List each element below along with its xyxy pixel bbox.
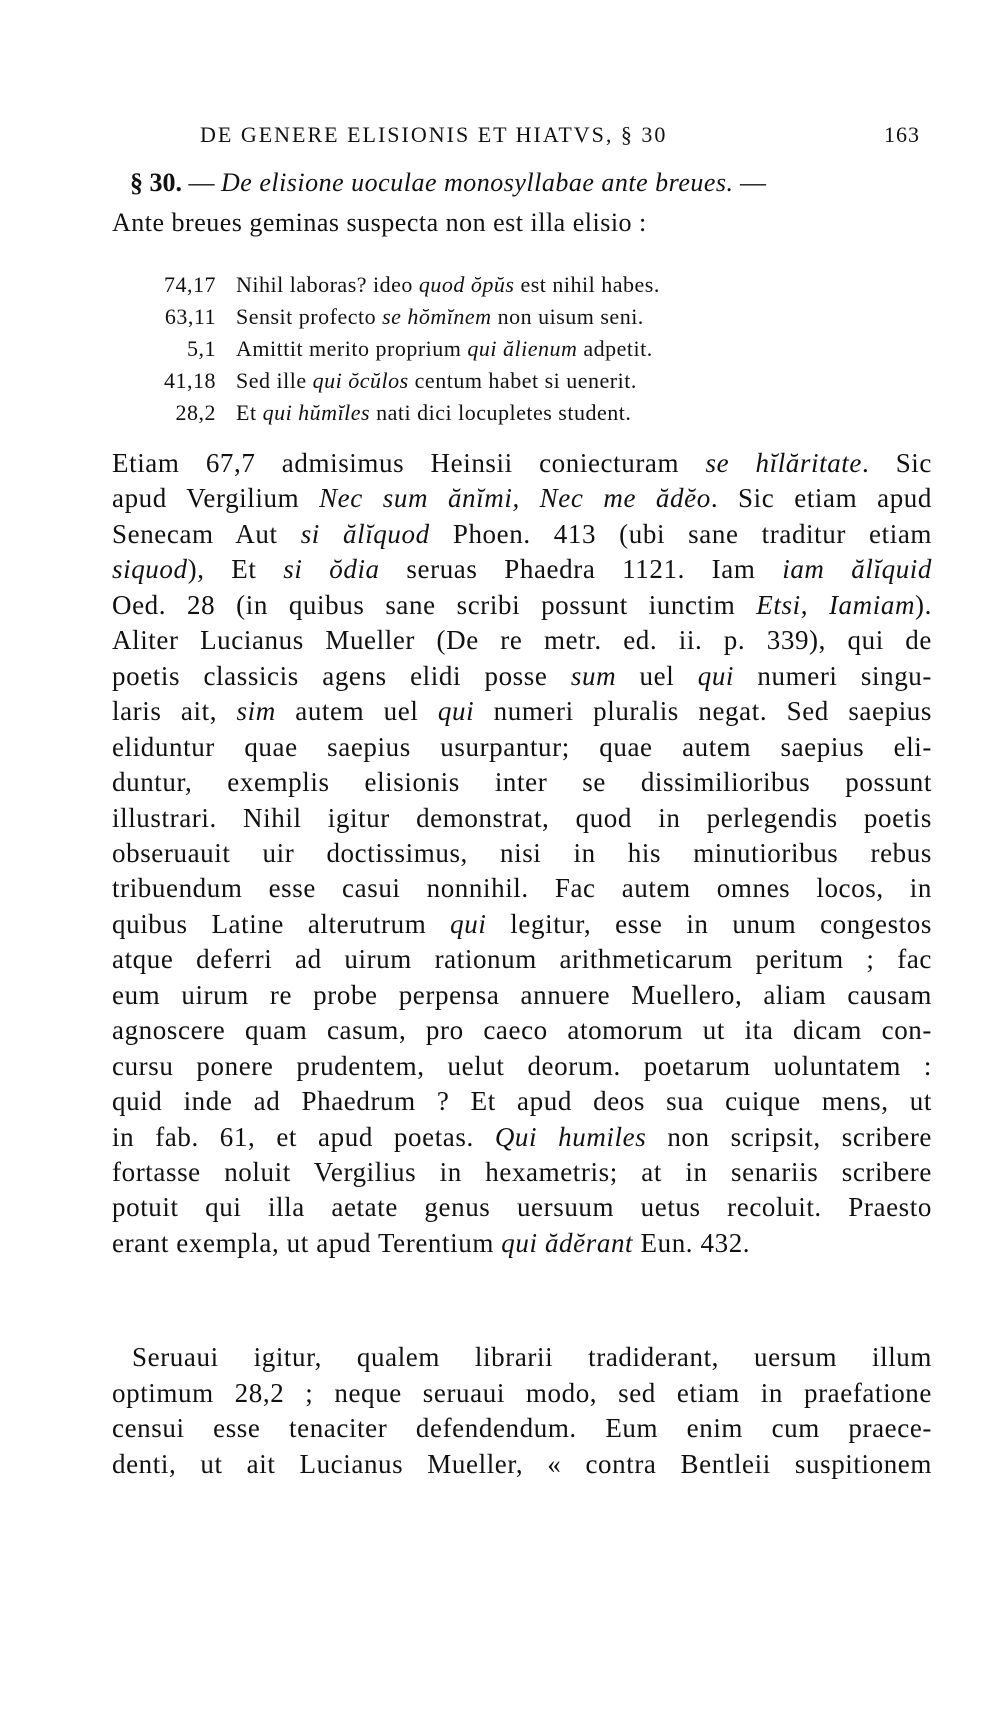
section-dash: —	[733, 168, 767, 197]
text-line	[112, 1084, 932, 1118]
text-segment: eliduntur quae saepius usurpantur; quae autem saepius eli-	[112, 731, 932, 762]
text-line	[112, 1190, 932, 1224]
verse-italic-segment: qui ŏcŭlos	[312, 368, 409, 393]
text-segment: Senecam Aut	[112, 518, 301, 549]
text-segment: erant exempla, ut apud Terentium	[112, 1227, 502, 1258]
text-segment: eum uirum re probe perpensa annuere Muellero, aliam causam	[112, 979, 932, 1010]
text-line	[112, 552, 932, 586]
verse-reference: 74,17	[164, 272, 216, 297]
italic-segment: qui	[697, 660, 735, 691]
text-segment: laris ait,	[112, 696, 237, 727]
verse-reference: 5,1	[187, 336, 216, 361]
italic-segment: Etsi, Iamiam	[756, 589, 916, 620]
text-line	[112, 1411, 932, 1445]
text-segment: fortasse noluit Vergilius in hexametris; at in senariis scribere	[112, 1157, 932, 1187]
text-segment: denti, ut ait Lucianus Mueller, « contra Bentleii suspitionem	[112, 1448, 932, 1479]
italic-segment: se hĭlăritate	[705, 448, 862, 478]
text-segment: optimum 28,2 ; neque seruaui modo, sed etiam in praefatione	[112, 1377, 932, 1408]
text-line	[112, 446, 932, 480]
text-line	[112, 1155, 932, 1189]
text-segment: Seruaui igitur, qualem librarii tradiderant, uersum illum	[132, 1342, 932, 1372]
text-segment: in fab. 61, et apud poetas.	[112, 1121, 495, 1152]
italic-segment: siquod	[112, 554, 188, 585]
verse-text-segment: Sensit profecto	[236, 304, 383, 329]
italic-segment: si ŏdia	[283, 554, 380, 585]
text-line	[132, 1340, 932, 1374]
text-line	[112, 1049, 932, 1083]
text-line	[112, 1376, 932, 1410]
verse-italic-segment: quod ŏpŭs	[418, 272, 515, 297]
italic-segment: sum	[570, 660, 617, 691]
text-segment: numeri singu-	[734, 660, 932, 691]
text-segment: ), Et	[187, 554, 284, 585]
text-line	[112, 1120, 932, 1154]
text-segment: potuit qui illa aetate genus uersuum uetus recoluit. Praesto	[112, 1192, 932, 1223]
verse-text-segment: Sed ille	[236, 368, 313, 393]
italic-segment: qui	[450, 908, 487, 939]
text-line	[112, 1447, 932, 1481]
page-number: 163	[884, 122, 920, 147]
italic-segment: Qui humiles	[494, 1121, 647, 1152]
text-line	[112, 978, 932, 1012]
verse-italic-segment: se hŏmĭnem	[382, 304, 492, 329]
text-segment: poetis classicis agens elidi posse	[112, 660, 571, 691]
italic-segment: Nec sum ănĭmi, Nec me ădĕo	[319, 483, 711, 514]
text-segment: ).	[915, 589, 932, 620]
text-segment: uel	[616, 660, 698, 691]
text-segment: Oed. 28 (in quibus sane scribi possunt iunctim	[112, 589, 757, 620]
verse-text-segment: Et	[236, 400, 263, 425]
text-segment: numeri pluralis negat. Sed saepius	[474, 696, 933, 727]
section-intro: Ante breues geminas suspecta non est illa elisio :	[112, 208, 647, 237]
text-segment: quibus Latine alterutrum	[112, 908, 451, 939]
text-segment: duntur, exemplis elisionis inter se dissimilioribus possunt	[112, 767, 932, 798]
verse-text-segment: centum habet si uenerit.	[408, 368, 637, 393]
verse-text-segment: adpetit.	[577, 336, 653, 361]
text-line	[112, 588, 932, 622]
text-line	[112, 836, 932, 870]
text-line	[112, 517, 932, 551]
text-segment: obseruauit uir doctissimus, nisi in his minutioribus rebus	[112, 837, 932, 868]
text-line	[112, 730, 932, 764]
text-segment: legitur, esse in unum congestos	[486, 908, 932, 939]
text-segment: Eun. 432.	[633, 1227, 751, 1258]
text-segment: cursu ponere prudentem, uelut deorum. poetarum uoluntatem :	[112, 1050, 932, 1081]
text-line	[112, 907, 932, 941]
italic-segment: qui ădĕrant	[501, 1227, 634, 1258]
text-segment: autem uel	[275, 696, 438, 727]
text-segment: atque deferri ad uirum rationum arithmeticarum peritum ; fac	[112, 944, 932, 975]
verse-text-segment: Nihil laboras? ideo	[236, 272, 419, 297]
text-segment: Aliter Lucianus Mueller (De re metr. ed. ii. p. 339), qui de	[112, 625, 932, 656]
text-segment: illustrari. Nihil igitur demonstrat, quod in perlegendis poetis	[112, 802, 932, 833]
verse-reference: 63,11	[164, 304, 216, 329]
italic-segment: si ălĭquod	[300, 518, 430, 549]
section-number: § 30.	[130, 168, 182, 197]
text-line	[112, 871, 932, 905]
italic-segment: iam ălĭquid	[782, 554, 933, 585]
text-line	[112, 942, 932, 976]
text-line	[112, 801, 932, 835]
text-line	[112, 765, 932, 799]
verse-text-segment: nati dici locupletes student.	[370, 400, 632, 425]
verse-reference: 41,18	[164, 368, 216, 393]
text-segment: . Sic	[862, 448, 932, 478]
text-line	[112, 1013, 932, 1047]
italic-segment: qui	[437, 696, 475, 727]
italic-segment: sim	[236, 696, 276, 727]
text-segment: Etiam 67,7 admisimus Heinsii coniecturam	[112, 448, 706, 478]
verse-text-segment: non uisum seni.	[491, 304, 644, 329]
text-segment: non scripsit, scribere	[646, 1121, 932, 1152]
text-segment: tribuendum esse casui nonnihil. Fac autem omnes locos, in	[112, 873, 932, 904]
verse-italic-segment: qui hŭmĭles	[262, 400, 371, 425]
verse-text-segment: est nihil habes.	[514, 272, 660, 297]
text-line	[112, 481, 932, 515]
running-title: DE GENERE ELISIONIS ET HIATVS, § 30	[200, 122, 668, 147]
text-segment: Phoen. 413 (ubi sane traditur etiam	[429, 518, 933, 549]
verse-reference: 28,2	[175, 400, 216, 425]
text-line	[112, 623, 932, 657]
text-segment: agnoscere quam casum, pro caeco atomorum ut ita dicam con-	[112, 1015, 932, 1046]
verse-italic-segment: qui ălienum	[467, 336, 578, 361]
text-line	[112, 694, 932, 728]
text-segment: censui esse tenaciter defendendum. Eum enim cum praece-	[112, 1413, 932, 1443]
section-dash: —	[182, 168, 221, 197]
text-segment: quid inde ad Phaedrum ? Et apud deos sua cuique mens, ut	[112, 1086, 932, 1117]
text-segment: seruas Phaedra 1121. Iam	[379, 554, 783, 585]
text-segment: . Sic etiam apud	[710, 483, 932, 514]
text-line	[112, 659, 932, 693]
section-title: De elisione uoculae monosyllabae ante breues.	[221, 168, 734, 197]
verse-text-segment: Amittit merito proprium	[236, 336, 468, 361]
text-segment: apud Vergilium	[112, 483, 320, 514]
text-line	[112, 1226, 932, 1260]
